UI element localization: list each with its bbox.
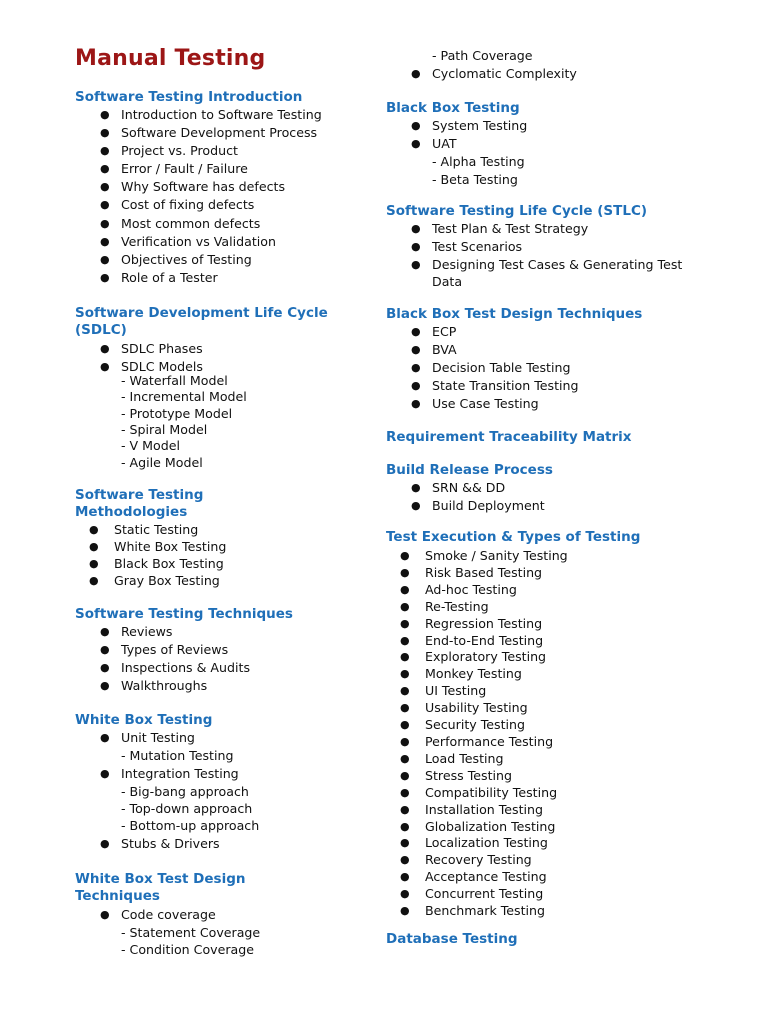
stlc-list xyxy=(386,220,726,274)
section-heading: Black Box Test Design Techniques xyxy=(386,306,643,322)
list-item: ● Regression Testing xyxy=(400,615,543,631)
list-item: ● Recovery Testing xyxy=(400,852,532,868)
section-heading: Test Execution & Types of Testing xyxy=(386,529,641,545)
section-whitebox xyxy=(75,712,365,853)
list-item: ● End-to-End Testing xyxy=(400,632,544,648)
list-item: ● Performance Testing xyxy=(400,733,554,749)
build-list xyxy=(386,479,726,515)
section-heading: Software Testing Techniques xyxy=(75,606,293,622)
execution-list xyxy=(386,548,726,920)
sub-item: - Top-down approach xyxy=(121,800,253,816)
section-intro xyxy=(75,89,365,287)
sub-item: - Spiral Model xyxy=(121,422,208,438)
section-rtm xyxy=(386,429,726,446)
list-item: ● Usability Testing xyxy=(400,700,528,716)
list-item: ● Error / Fault / Failure xyxy=(100,161,248,177)
section-heading-cont: (SDLC) xyxy=(75,322,127,338)
list-item: ● Localization Testing xyxy=(400,835,548,851)
section-stlc xyxy=(386,203,726,289)
list-item: ● Concurrent Testing xyxy=(400,886,544,902)
list-item: ● State Transition Testing xyxy=(411,378,579,394)
sub-item: - Prototype Model xyxy=(121,405,233,421)
list-item: ● Stress Testing xyxy=(400,767,512,783)
list-item: ● Stubs & Drivers xyxy=(100,835,220,851)
section-blackbox xyxy=(386,100,726,188)
page-title: Manual Testing xyxy=(75,46,266,71)
list-item: ● Software Development Process xyxy=(100,125,318,141)
list-item: ● Reviews xyxy=(100,624,173,639)
section-heading: Requirement Traceability Matrix xyxy=(386,429,632,445)
list-item: ● Introduction to Software Testing xyxy=(100,107,322,122)
sub-item: - Statement Coverage xyxy=(121,925,261,941)
list-item: ● Acceptance Testing xyxy=(400,869,547,885)
list-item: ● Gray Box Testing xyxy=(89,572,220,588)
sub-item: - V Model xyxy=(121,438,180,454)
section-build xyxy=(386,462,726,515)
list-item: ● Exploratory Testing xyxy=(400,649,547,665)
section-heading: Software Testing Introduction xyxy=(75,89,303,105)
list-item: ● Ad-hoc Testing xyxy=(400,581,517,597)
section-heading-cont: Methodologies xyxy=(75,504,188,520)
list-item: ● System Testing xyxy=(411,118,528,133)
section-heading: White Box Test Design xyxy=(75,871,246,887)
list-item: ● Use Case Testing xyxy=(411,396,539,412)
list-item: ● Globalization Testing xyxy=(400,818,556,834)
section-heading: Black Box Testing xyxy=(386,100,520,116)
list-item: ● BVA xyxy=(411,342,457,358)
sub-item: - Waterfall Model xyxy=(121,373,228,389)
list-item: ● Walkthroughs xyxy=(100,678,208,694)
section-techniques xyxy=(75,606,365,695)
section-bbdesign xyxy=(386,306,726,413)
list-item: ● UAT xyxy=(411,136,457,152)
sub-item: - Path Coverage xyxy=(432,48,533,63)
list-item: ● SDLC Models xyxy=(100,359,203,375)
list-item: ● Role of a Tester xyxy=(100,269,218,285)
sub-item: - Condition Coverage xyxy=(121,942,254,958)
sub-item: - Mutation Testing xyxy=(121,748,234,764)
list-item: ● Installation Testing xyxy=(400,801,544,817)
list-item: ● Load Testing xyxy=(400,750,504,766)
list-item: ● Risk Based Testing xyxy=(400,564,543,580)
sdlc-list xyxy=(75,340,365,376)
list-item: ● Black Box Testing xyxy=(89,555,224,571)
section-sdlc xyxy=(75,305,365,471)
list-item: ● Inspections & Audits xyxy=(100,660,251,676)
list-item: ● Most common defects xyxy=(100,215,261,231)
section-execution xyxy=(386,529,726,920)
methodologies-list xyxy=(75,522,365,590)
list-item: ● Types of Reviews xyxy=(100,642,229,658)
sub-item: - Agile Model xyxy=(121,454,203,470)
section-heading: White Box Testing xyxy=(75,712,213,728)
section-heading: Software Testing Life Cycle (STLC) xyxy=(386,203,648,219)
bbdesign-list xyxy=(386,323,726,413)
list-item: ● Verification vs Validation xyxy=(100,233,276,249)
list-item: ● Test Scenarios xyxy=(411,239,523,255)
whitebox-list-1 xyxy=(75,729,365,747)
section-heading: Build Release Process xyxy=(386,462,553,478)
list-item: ● Cost of fixing defects xyxy=(100,197,255,213)
sub-item: - Big-bang approach xyxy=(121,783,249,799)
section-database xyxy=(386,931,726,948)
techniques-list xyxy=(75,623,365,695)
section-continued xyxy=(386,47,726,83)
list-item: ● Compatibility Testing xyxy=(400,784,558,800)
list-item: ● Decision Table Testing xyxy=(411,360,571,376)
list-item: ● Benchmark Testing xyxy=(400,903,546,919)
section-heading: Software Testing xyxy=(75,487,204,503)
list-item: ● Static Testing xyxy=(89,522,199,537)
wbdesign-list xyxy=(75,906,365,924)
continued-list xyxy=(386,65,726,83)
sub-item: - Alpha Testing xyxy=(432,154,525,170)
sub-item-wrap: Data xyxy=(432,274,463,290)
sub-item: - Beta Testing xyxy=(432,171,518,187)
list-item: ● Test Plan & Test Strategy xyxy=(411,221,589,236)
sub-item: - Bottom-up approach xyxy=(121,818,260,834)
list-item: ● Build Deployment xyxy=(411,498,545,514)
list-item: ● Integration Testing xyxy=(100,765,239,781)
intro-list xyxy=(75,106,365,287)
section-heading: Software Development Life Cycle xyxy=(75,305,328,321)
list-item: ● Designing Test Cases & Generating Test xyxy=(411,257,683,273)
sub-item: - Incremental Model xyxy=(121,389,247,405)
list-item: ● Unit Testing xyxy=(100,730,195,745)
list-item: ● SRN && DD xyxy=(411,480,506,495)
list-item: ● Security Testing xyxy=(400,717,525,733)
list-item: ● White Box Testing xyxy=(89,538,227,554)
section-methodologies xyxy=(75,487,365,590)
section-heading-cont: Techniques xyxy=(75,888,160,904)
whitebox-list-3 xyxy=(75,835,365,853)
section-wbdesign xyxy=(75,871,365,959)
list-item: ● Why Software has defects xyxy=(100,179,286,195)
list-item: ● Cyclomatic Complexity xyxy=(411,65,577,81)
list-item: ● Monkey Testing xyxy=(400,666,522,682)
list-item: ● ECP xyxy=(411,324,457,339)
list-item: ● Smoke / Sanity Testing xyxy=(400,548,568,563)
blackbox-list xyxy=(386,117,726,153)
list-item: ● Project vs. Product xyxy=(100,143,238,159)
list-item: ● SDLC Phases xyxy=(100,341,203,356)
section-heading: Database Testing xyxy=(386,931,518,947)
list-item: ● Re-Testing xyxy=(400,598,489,614)
whitebox-list-2 xyxy=(75,765,365,783)
list-item: ● Objectives of Testing xyxy=(100,251,252,267)
list-item: ● UI Testing xyxy=(400,683,487,699)
list-item: ● Code coverage xyxy=(100,907,216,922)
